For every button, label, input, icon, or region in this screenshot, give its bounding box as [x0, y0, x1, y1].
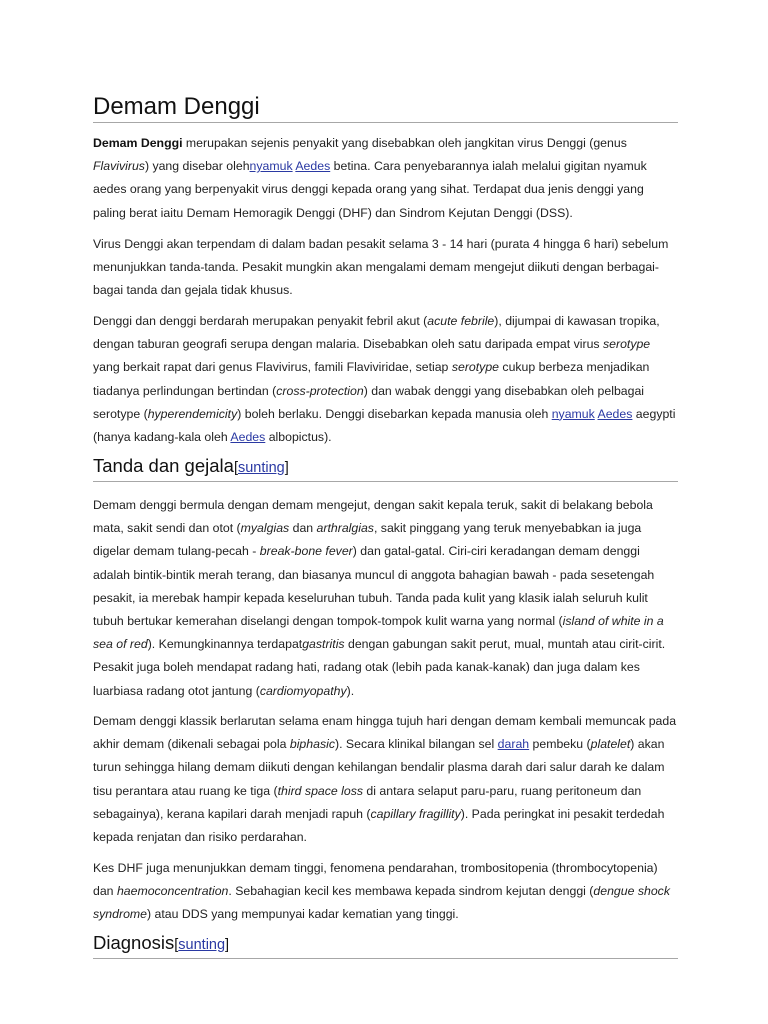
text: yang berkait rapat dari genus Flavivirus, famili Flaviviridae, setiap: [93, 360, 452, 375]
bracket-open: [: [174, 937, 179, 953]
edit-section: [234, 460, 289, 476]
italic-term: haemoconcentration: [116, 884, 229, 899]
gejala-paragraph-3: [93, 857, 678, 927]
italic-term: cardiomyopathy: [259, 683, 347, 698]
text: Demam denggi klassik berlarutan selama enam hingga tujuh hari dengan demam kembali memuncak pada akhir demam (dikenali sebagai pola: [93, 714, 677, 752]
text: di antara selaput paru-paru, ruang peritoneum dan sebagainya), kerana kapilari darah menjadi rapuh (: [93, 783, 642, 821]
text: betina. Cara penyebarannya ialah melalui gigitan nyamuk aedes orang yang berpenyakit virus denggi kepada orang yang sihat. Terdapat dua jenis denggi yang paling berat iaitu Demam Hemoragik Denggi (DHF) dan Sindrom Kejutan Denggi (DSS).: [93, 159, 647, 220]
italic-term: break-bone fever: [259, 544, 353, 559]
gejala-paragraph-2: [93, 710, 678, 849]
text: ), dijumpai di kawasan tropika, dengan taburan geografi serupa dengan malaria. Disebabkan oleh satu daripada empat virus: [93, 314, 660, 352]
text: cukup berbeza menjadikan tiadanya perlindungan bertindan (: [93, 360, 650, 398]
link-aedes[interactable]: Aedes: [230, 430, 266, 445]
edit-link[interactable]: sunting: [237, 460, 285, 476]
intro-paragraph-2: Virus Denggi akan terpendam di dalam badan pesakit selama 3 - 14 hari (purata 4 hingga 6 hari) sebelum menunjukkan tanda-tanda. Pesakit mungkin akan mengalami demam mengejut diikuti dengan berbagai-bagai tanda dan gejala tidak khusus.: [93, 237, 669, 298]
italic-term: dengue shock syndrome: [93, 884, 670, 922]
text: dan: [289, 521, 317, 536]
text: ) dan wabak denggi yang disebabkan oleh pelbagai serotype (: [93, 383, 645, 421]
text: Denggi dan denggi berdarah merupakan penyakit febril akut (: [93, 314, 428, 328]
intro-paragraph-3: [93, 310, 678, 449]
text: ).: [346, 683, 355, 698]
text: ). Secara klinikal bilangan sel: [334, 737, 498, 752]
text: ) boleh berlaku. Denggi disebarkan kepada manusia oleh: [237, 406, 552, 421]
italic-term: biphasic: [289, 737, 335, 752]
text: , sakit pinggang yang teruk menyebabkan ia juga digelar demam tulang-pecah -: [93, 521, 642, 559]
link-darah[interactable]: darah: [497, 737, 530, 752]
italic-term: serotype: [451, 360, 499, 375]
link-nyamuk[interactable]: nyamuk: [249, 159, 293, 174]
page-title: Demam Denggi: [93, 92, 678, 123]
edit-link[interactable]: sunting: [178, 937, 226, 953]
italic-term: third space loss: [277, 783, 364, 798]
text: pembeku (: [529, 737, 591, 752]
text: ) dan gatal-gatal. Ciri-ciri keradangan demam denggi adalah bintik-bintik merah terang, dan biasanya muncul di anggota bahagian bawah - pada sesetengah pesakit, ia merebak hampir kepada keseluruhan tubuh. Tanda pada kulit yang klasik ialah seluruh kulit tubuh bertukar kemerahan diselangi dengan tompok-tompok kulit warna yang normal (: [93, 544, 655, 629]
text: ) yang disebar oleh: [144, 159, 250, 174]
text: . Sebahagian kecil kes membawa kepada sindrom kejutan denggi (: [228, 884, 594, 899]
italic-term: Flavivirus: [93, 159, 145, 174]
text: albopictus).: [265, 430, 332, 445]
link-aedes[interactable]: Aedes: [295, 159, 331, 174]
bracket-open: [: [233, 460, 238, 476]
bracket-close: ]: [284, 460, 289, 476]
italic-term: acute febrile: [427, 314, 495, 328]
link-nyamuk[interactable]: nyamuk: [551, 406, 595, 421]
text: ). Kemungkinannya terdapat: [147, 637, 303, 652]
italic-term: platelet: [590, 737, 631, 752]
bold-term: Demam Denggi: [93, 136, 183, 150]
italic-term: myalgias: [240, 521, 290, 536]
bracket-close: ]: [225, 937, 230, 953]
text: ) akan turun sehingga hilang demam diikuti dengan kehilangan bendalir plasma darah dari salur darah ke dalam tisu perantara atau ruang ke tiga (: [93, 737, 665, 798]
text: ) atau DDS yang mempunyai kadar kematian yang tinggi.: [147, 907, 459, 922]
text: Demam denggi bermula dengan demam mengejut, dengan sakit kepala teruk, sakit di belakang bebola mata, sakit sendi dan otot (: [93, 498, 653, 536]
intro-paragraph-1: [93, 132, 678, 225]
section-heading-text: Tanda dan gejala: [93, 455, 234, 476]
link-aedes[interactable]: Aedes: [597, 406, 633, 421]
text: Kes DHF juga menunjukkan demam tinggi, fenomena pendarahan, trombositopenia (thrombocytopenia) dan: [93, 861, 658, 899]
italic-term: arthralgias: [316, 521, 374, 536]
italic-term: gastritis: [302, 637, 345, 652]
section-heading-tanda-dan-gejala: [93, 454, 678, 482]
italic-term: hyperendemicity: [147, 406, 238, 421]
text: dengan gabungan sakit perut, mual, muntah atau cirit-cirit. Pesakit juga boleh mendapat radang hati, radang otak (lebih pada kanak-kanak) dan juga dalam kes luarbiasa radang otot jantung (: [93, 637, 666, 698]
section-heading-text: Diagnosis: [93, 932, 175, 953]
italic-term: island of white in a sea of red: [93, 614, 664, 652]
italic-term: capillary fragillity: [370, 806, 461, 821]
text: aegypti (hanya kadang-kala oleh: [93, 406, 676, 445]
text: ). Pada peringkat ini pesakit terdedah kepada renjatan dan risiko perdarahan.: [93, 806, 665, 845]
italic-term: serotype: [602, 337, 651, 352]
edit-section: [174, 937, 229, 953]
section-heading-diagnosis: [93, 931, 678, 959]
text: merupakan sejenis penyakit yang disebabkan oleh jangkitan virus Denggi (genus: [182, 136, 627, 150]
gejala-paragraph-1: [93, 494, 678, 703]
italic-term: cross-protection: [276, 383, 364, 398]
